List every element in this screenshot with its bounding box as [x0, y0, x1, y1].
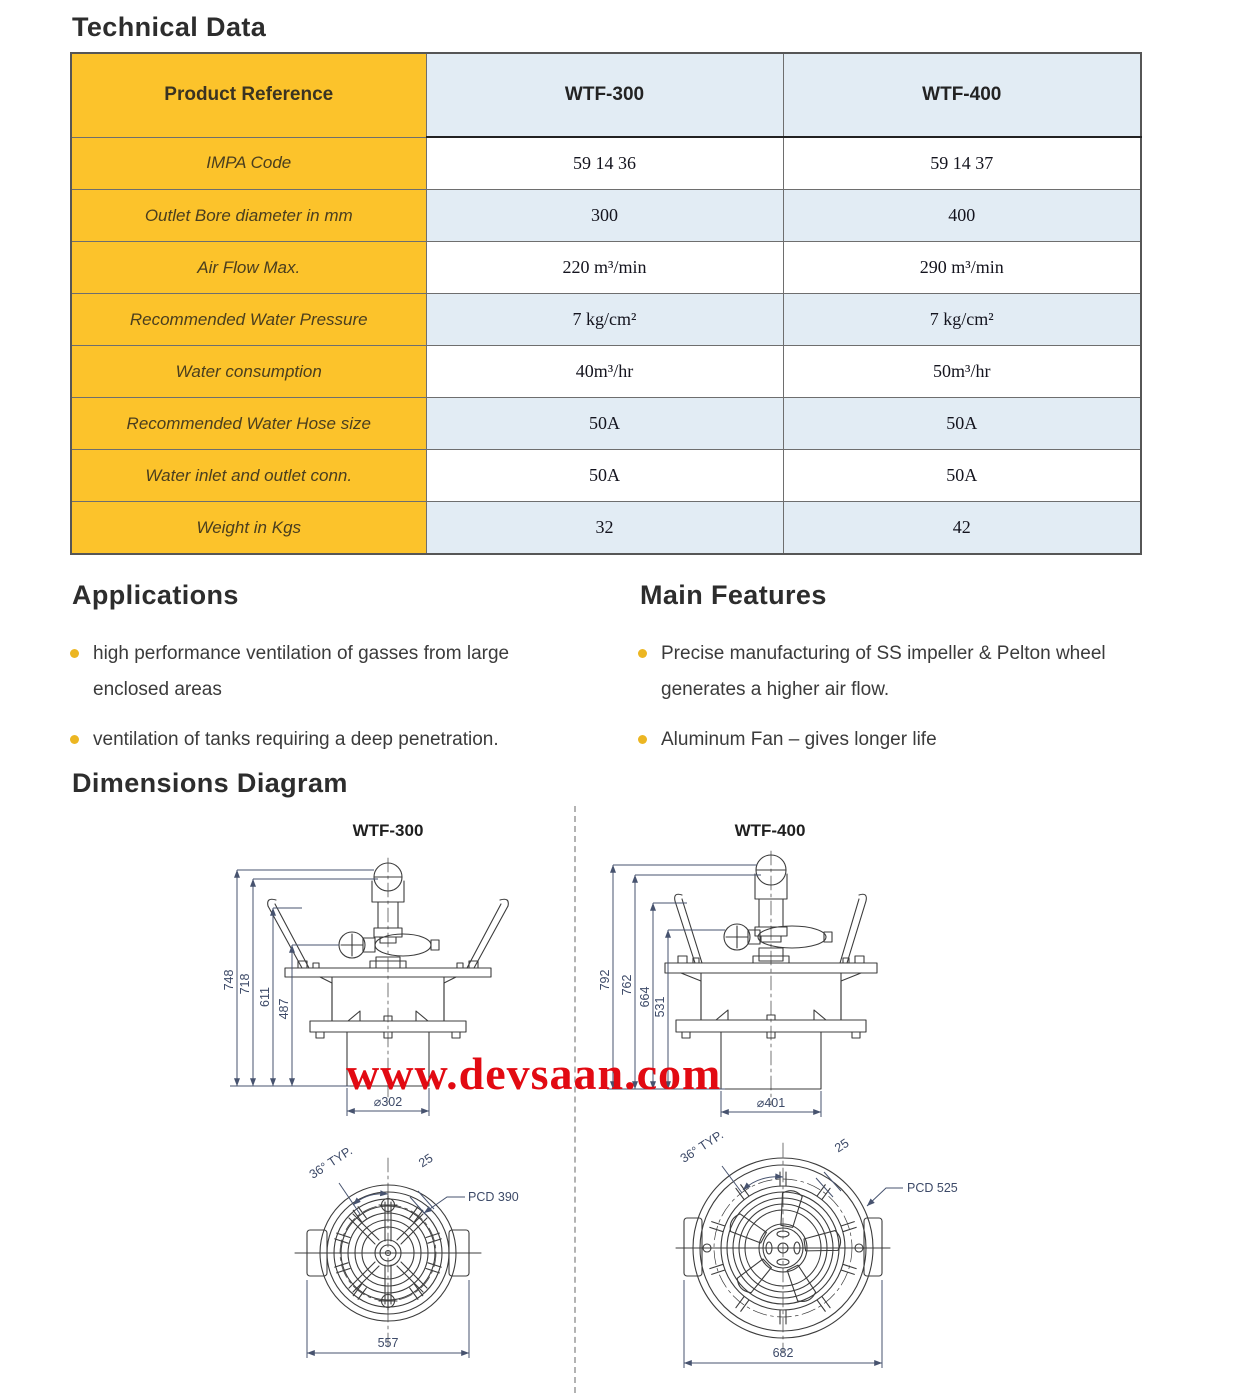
row-label: Water inlet and outlet conn. [145, 465, 353, 485]
bullet-icon [70, 735, 79, 744]
row-label: Air Flow Max. [197, 257, 301, 277]
wtf300-diagram-title: WTF-300 [352, 821, 424, 840]
bore-diameter-label: ⌀302 [373, 1095, 403, 1109]
table-row [71, 190, 1141, 242]
cell-value: 7 kg/cm² [783, 294, 1141, 346]
cell-value: 59 14 37 [783, 137, 1141, 190]
table-row [71, 398, 1141, 450]
table-row [71, 450, 1141, 502]
cell-value: 7 kg/cm² [426, 294, 783, 346]
technical-data-heading: Technical Data [72, 12, 267, 42]
column-header-wtf400: WTF-400 [783, 53, 1141, 137]
wtf300-fan-face-drawing [295, 1158, 481, 1348]
table-row [71, 502, 1141, 555]
wtf400-fan-face-drawing [676, 1143, 890, 1353]
bullet-icon [638, 735, 647, 744]
overall-width-label: 557 [377, 1336, 399, 1350]
angle-label: 36° TYP. [677, 1127, 726, 1166]
wtf400-bottom-view-diagram [650, 1128, 970, 1378]
dim-label-3: 611 [258, 987, 272, 1007]
cell-value: 59 14 36 [426, 137, 783, 190]
row-label: Outlet Bore diameter in mm [144, 205, 353, 225]
list-item-text: high performance ventilation of gasses from large enclosed areas [93, 643, 510, 700]
pcd-label: PCD 525 [907, 1181, 958, 1195]
watermark: www.devsaan.com [346, 1048, 722, 1099]
row-label: Weight in Kgs [196, 517, 302, 537]
row-label: Recommended Water Hose size [126, 413, 371, 433]
angle-label: 36° TYP. [306, 1143, 355, 1182]
cell-value: 50A [426, 398, 783, 450]
pcd-label: PCD 390 [468, 1190, 519, 1204]
row-label: IMPA Code [206, 153, 292, 173]
cell-value: 50m³/hr [783, 346, 1141, 398]
bore-diameter-label: ⌀401 [756, 1096, 786, 1110]
cell-value: 50A [783, 450, 1141, 502]
row-label: Recommended Water Pressure [129, 309, 368, 329]
cell-value: 300 [426, 190, 783, 242]
cell-value: 32 [426, 502, 783, 555]
dim-label-4: 531 [653, 996, 667, 1018]
list-item [70, 722, 560, 758]
column-header-product-reference: Product Reference [71, 53, 426, 137]
cell-value: 400 [783, 190, 1141, 242]
list-item [70, 636, 560, 708]
dim-label-total: 792 [598, 969, 612, 991]
wtf300-bottom-view-diagram [265, 1140, 545, 1370]
main-features-list [638, 636, 1158, 772]
table-row [71, 137, 1141, 190]
slot-width-label: 25 [416, 1150, 436, 1171]
cell-value: 40m³/hr [426, 346, 783, 398]
cell-value: 50A [783, 398, 1141, 450]
dim-label-3: 664 [638, 986, 652, 1008]
table-row [71, 294, 1141, 346]
wtf400-diagram-title: WTF-400 [734, 821, 806, 840]
cell-value: 42 [783, 502, 1141, 555]
table-row [71, 242, 1141, 294]
row-label: Water consumption [175, 361, 322, 381]
cell-value: 220 m³/min [426, 242, 783, 294]
slot-width-label: 25 [832, 1135, 852, 1156]
cell-value: 50A [426, 450, 783, 502]
list-item-text: Precise manufacturing of SS impeller & Pelton wheel generates a higher air flow. [661, 643, 1106, 700]
list-item-text: ventilation of tanks requiring a deep penetration. [93, 729, 499, 750]
list-item [638, 636, 1158, 708]
technical-data-table [70, 52, 1142, 555]
dim-label-4: 487 [277, 998, 291, 1020]
list-item [638, 722, 1158, 758]
applications-heading: Applications [72, 580, 239, 610]
overall-width-label: 682 [772, 1346, 794, 1360]
dimensions-diagram-heading: Dimensions Diagram [72, 768, 348, 798]
dim-label-total: 748 [222, 969, 236, 991]
dim-label-2: 762 [620, 974, 634, 996]
bullet-icon [70, 649, 79, 658]
applications-list [70, 636, 560, 772]
cell-value: 290 m³/min [783, 242, 1141, 294]
main-features-heading: Main Features [640, 580, 827, 610]
table-row [71, 346, 1141, 398]
list-item-text: Aluminum Fan – gives longer life [661, 729, 937, 750]
column-header-wtf300: WTF-300 [426, 53, 783, 137]
wtf300-face-dimension-lines [307, 1144, 519, 1358]
dim-label-2: 718 [238, 973, 252, 995]
bullet-icon [638, 649, 647, 658]
table-header-row [71, 53, 1141, 137]
